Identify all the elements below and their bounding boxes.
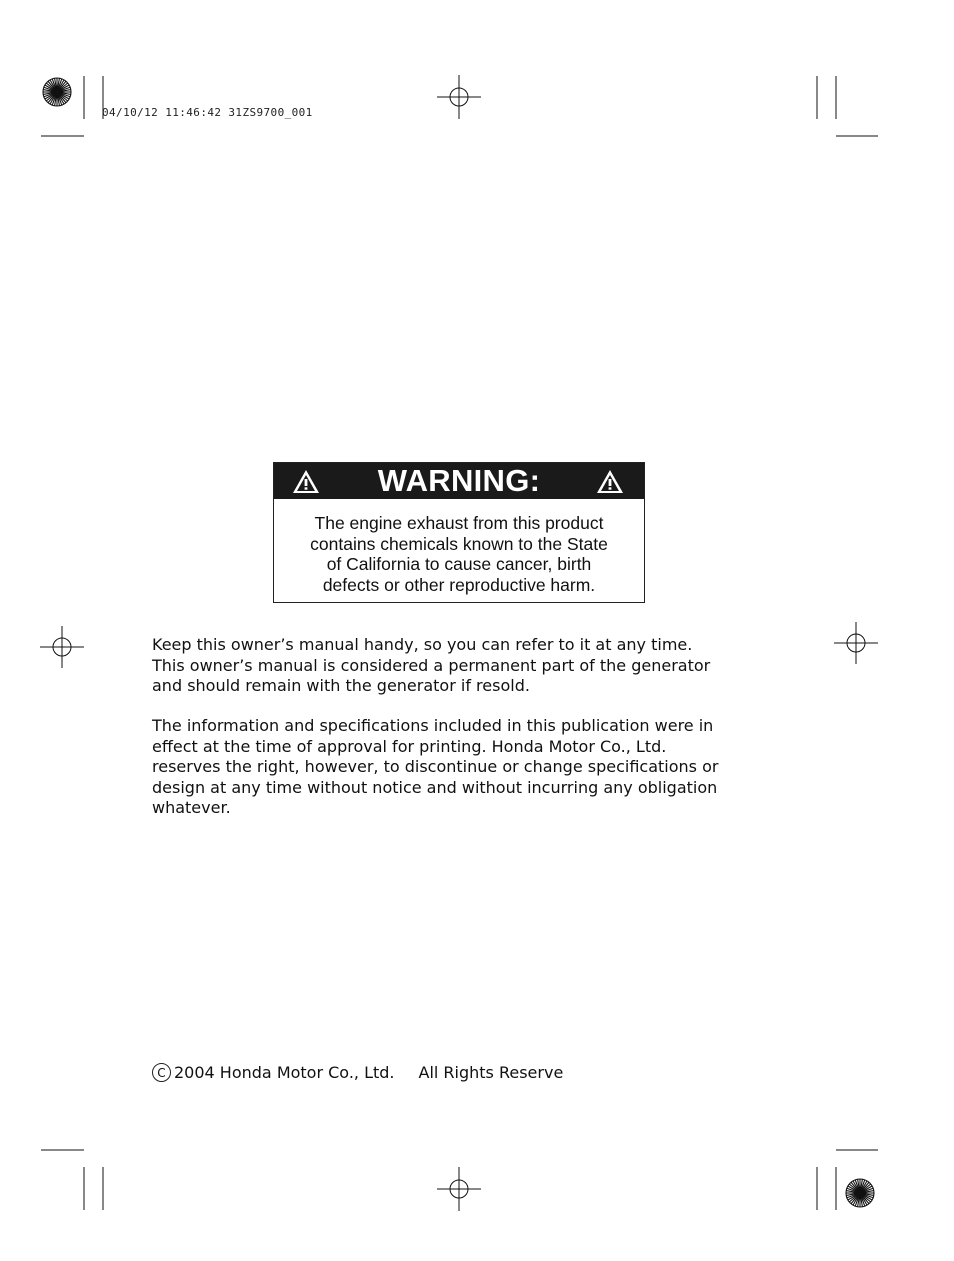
print-stamp: 04/10/12 11:46:42 31ZS9700_001	[102, 106, 313, 119]
paragraph-line: This owner’s manual is considered a permanent part of the generator	[152, 655, 711, 675]
starburst-center	[53, 88, 61, 96]
copyright-symbol-icon: C	[152, 1063, 171, 1082]
warning-title: WARNING:	[377, 463, 541, 498]
paragraph-line: effect at the time of approval for printing. Honda Motor Co., Ltd.	[152, 736, 667, 756]
paragraph-line: Keep this owner’s manual handy, so you can refer to it at any time.	[152, 635, 693, 654]
starburst-center	[856, 1189, 864, 1197]
warning-message	[284, 513, 634, 595]
paragraph-line: and should remain with the generator if resold.	[152, 676, 530, 696]
warning-triangle-icon	[596, 469, 624, 494]
warning-line: defects or other reproductive harm.	[322, 574, 596, 595]
specifications-paragraph	[152, 716, 792, 819]
paragraph-line: reserves the right, however, to discontinue or change specifications or	[152, 757, 719, 777]
copyright-text: 2004 Honda Motor Co., Ltd.	[174, 1063, 395, 1082]
paragraph-line: design at any time without notice and without incurring any obligation	[152, 777, 718, 797]
warning-header	[274, 463, 644, 499]
warning-line: contains chemicals known to the State	[310, 533, 608, 554]
warning-box	[273, 462, 645, 603]
manual-handy-paragraph	[152, 635, 792, 697]
warning-line: of California to cause cancer, birth	[326, 554, 592, 574]
copyright-notice	[152, 1063, 563, 1082]
paragraph-line: whatever.	[152, 798, 231, 818]
warning-triangle-icon	[292, 469, 320, 494]
rights-text: All Rights Reserve	[418, 1063, 564, 1082]
paragraph-line: The information and specifications included in this publication were in	[152, 716, 714, 735]
warning-line: The engine exhaust from this product	[314, 513, 604, 533]
